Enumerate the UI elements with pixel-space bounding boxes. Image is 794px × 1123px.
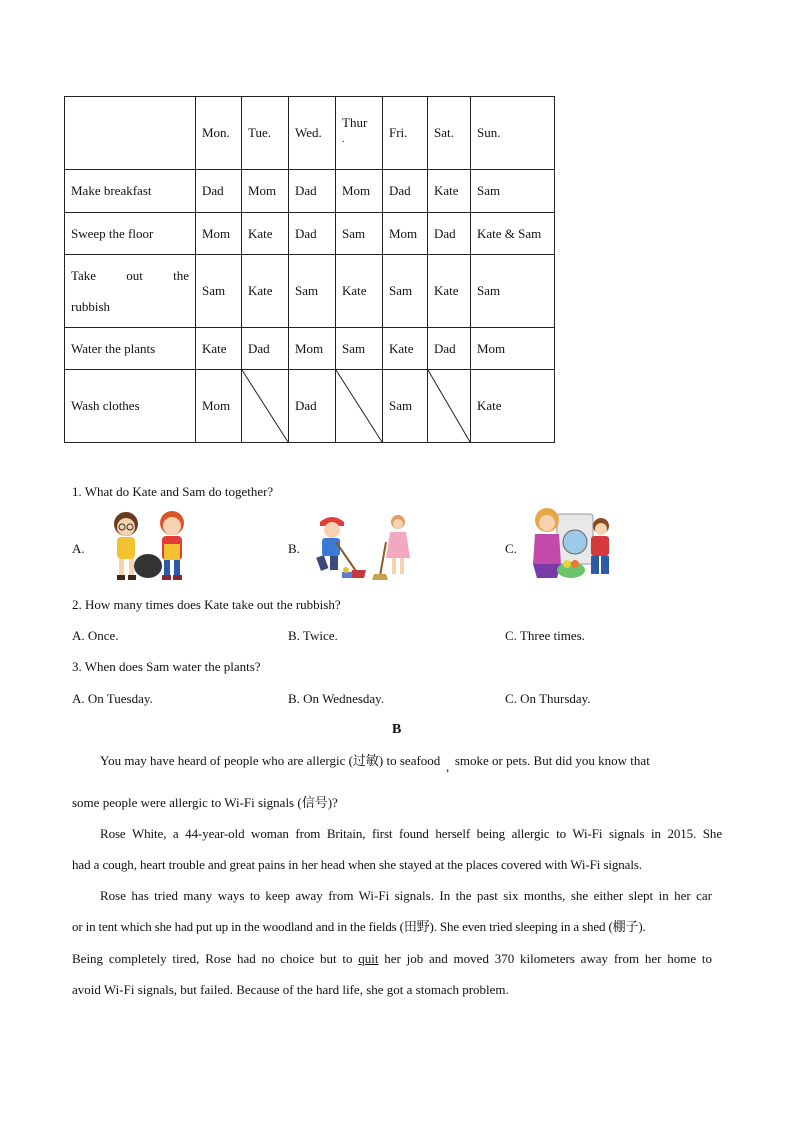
table-cell: Dad xyxy=(428,328,471,370)
table-row xyxy=(65,170,555,213)
table-cell-empty xyxy=(428,370,471,443)
paragraph-2-line-1: Rose White, a 44-year-old woman from Britain, first found herself being allergic to Wi-Fi signals in 2015. She xyxy=(100,826,722,841)
header-day: Mon. xyxy=(196,97,242,170)
p3-text-post: her job and moved 370 kilometers away from her home to xyxy=(384,951,713,966)
table-row xyxy=(65,370,555,443)
table-cell: Kate xyxy=(428,170,471,213)
table-row xyxy=(65,213,555,255)
option-3b: B. On Wednesday. xyxy=(288,691,385,706)
table-cell: Mom xyxy=(383,213,428,255)
option-1c-label: C. xyxy=(505,541,517,556)
diagonal-slash xyxy=(336,370,382,442)
paragraph-2-line-2: had a cough, heart trouble and great pains in her head when she stayed at the places covered with Wi-Fi signals. xyxy=(72,857,642,872)
paragraph-3-line-4: avoid Wi-Fi signals, but failed. Because of the hard life, she got a stomach problem. xyxy=(72,982,509,997)
header-thur-dot: . xyxy=(342,134,345,145)
table-cell: Kate xyxy=(383,328,428,370)
p1-text-start: You may have heard of people who are allergic (过敏) to seafood xyxy=(100,753,441,768)
diagonal-slash xyxy=(242,370,288,442)
chore-table xyxy=(64,96,555,443)
question-1: 1. What do Kate and Sam do together? xyxy=(72,484,274,499)
table-cell: Kate xyxy=(242,213,289,255)
table-header-row xyxy=(65,97,555,170)
p1-comma: , xyxy=(445,759,450,774)
table-cell: Kate xyxy=(471,370,555,443)
paragraph-1-line-1 xyxy=(100,753,750,774)
table-cell: Sam xyxy=(383,370,428,443)
option-1b-label: B. xyxy=(288,541,300,556)
task-label: Make breakfast xyxy=(65,170,196,213)
header-day: Fri. xyxy=(383,97,428,170)
task-label: Water the plants xyxy=(65,328,196,370)
table-cell: Sam xyxy=(471,255,555,328)
table-cell: Dad xyxy=(289,213,336,255)
header-day: Sat. xyxy=(428,97,471,170)
diagonal-slash xyxy=(428,370,470,442)
table-cell: Sam xyxy=(196,255,242,328)
table-cell: Dad xyxy=(242,328,289,370)
washing-clothes-illustration xyxy=(527,506,615,586)
option-2c: C. Three times. xyxy=(505,628,585,643)
header-day-thur xyxy=(336,97,383,170)
table-cell: Dad xyxy=(428,213,471,255)
section-heading: B xyxy=(392,722,402,737)
task-word: the xyxy=(173,268,189,283)
paragraph-1-line-2: some people were allergic to Wi-Fi signals (信号)? xyxy=(72,795,338,810)
question-3: 3. When does Sam water the plants? xyxy=(72,659,261,674)
task-label-rubbish xyxy=(65,255,196,328)
task-label-line1 xyxy=(71,260,189,291)
option-3c: C. On Thursday. xyxy=(505,691,591,706)
table-row xyxy=(65,328,555,370)
task-label-line2: rubbish xyxy=(71,299,110,314)
table-cell: Mom xyxy=(336,170,383,213)
table-cell: Kate xyxy=(242,255,289,328)
task-label: Wash clothes xyxy=(65,370,196,443)
option-2b: B. Twice. xyxy=(288,628,338,643)
kids-rubbish-illustration xyxy=(100,508,196,584)
table-cell: Dad xyxy=(383,170,428,213)
question-2: 2. How many times does Kate take out the rubbish? xyxy=(72,597,341,612)
table-cell: Mom xyxy=(471,328,555,370)
table-cell: Dad xyxy=(289,370,336,443)
table-cell: Sam xyxy=(289,255,336,328)
quit-word-underlined: quit xyxy=(358,951,379,966)
option-3a: A. On Tuesday. xyxy=(72,691,153,706)
header-day: Sun. xyxy=(471,97,555,170)
table-cell: Kate xyxy=(196,328,242,370)
task-label: Sweep the floor xyxy=(65,213,196,255)
table-cell: Mom xyxy=(196,370,242,443)
table-cell: Sam xyxy=(383,255,428,328)
kids-sweeping-illustration xyxy=(306,512,412,584)
p3-text-pre: Being completely tired, Rose had no choice but to xyxy=(72,951,353,966)
task-word: Take xyxy=(71,268,97,283)
header-day: Tue. xyxy=(242,97,289,170)
table-cell: Mom xyxy=(242,170,289,213)
table-cell: Sam xyxy=(336,328,383,370)
header-day: Wed. xyxy=(289,97,336,170)
table-cell: Mom xyxy=(196,213,242,255)
table-row xyxy=(65,255,555,328)
table-cell: Kate & Sam xyxy=(471,213,555,255)
table-cell: Sam xyxy=(471,170,555,213)
table-cell: Mom xyxy=(289,328,336,370)
option-1a-label: A. xyxy=(72,541,85,556)
table-cell: Dad xyxy=(196,170,242,213)
table-cell-empty xyxy=(242,370,289,443)
task-word: out xyxy=(126,268,143,283)
table-cell-empty xyxy=(336,370,383,443)
paragraph-3-line-3 xyxy=(72,951,712,967)
p1-text-end: smoke or pets. But did you know that xyxy=(454,753,650,768)
header-day: Thur xyxy=(342,115,368,130)
table-corner-cell xyxy=(65,97,196,170)
table-cell: Dad xyxy=(289,170,336,213)
table-cell: Kate xyxy=(336,255,383,328)
option-2a: A. Once. xyxy=(72,628,119,643)
table-cell: Kate xyxy=(428,255,471,328)
table-cell: Sam xyxy=(336,213,383,255)
paragraph-3-line-1: Rose has tried many ways to keep away from Wi-Fi signals. In the past six months, she either slept in her car xyxy=(100,888,712,903)
paragraph-3-line-2: or in tent which she had put up in the woodland and in the fields (田野). She even tried sleeping in a shed (棚子). xyxy=(72,919,646,934)
